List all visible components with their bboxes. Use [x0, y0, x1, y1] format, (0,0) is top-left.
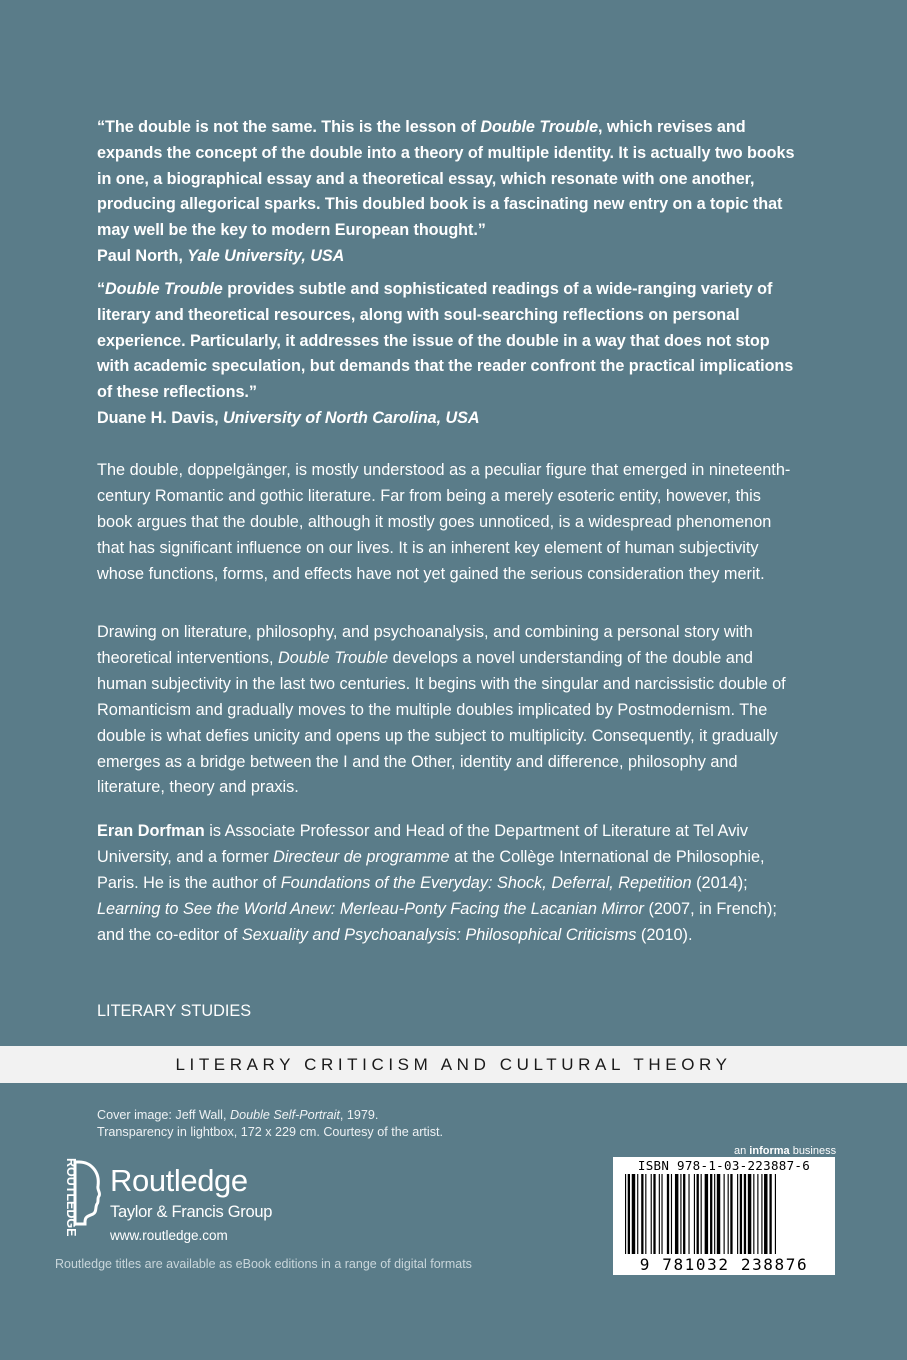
- endorsement-quote-2: [97, 277, 797, 432]
- barcode-bar: [628, 1174, 630, 1254]
- barcode-bar: [651, 1174, 652, 1254]
- barcode-bar: [769, 1174, 771, 1254]
- barcode-bar: [645, 1174, 646, 1254]
- barcode-bar: [714, 1174, 715, 1254]
- barcode-bar: [661, 1174, 662, 1254]
- barcode-bar: [675, 1174, 678, 1254]
- quote-2-text: “Double Trouble provides subtle and sophisticated readings of a wide-ranging variety of literary and theoretical resources, along with soul-searching reflections on personal experience. Particularly, it addresses the issue of the double in a way that does not stop with academic speculation, but demands that the reader confront the practical implications of these reflections.”: [97, 280, 794, 402]
- publisher-name: Routledge: [110, 1163, 248, 1198]
- quote-1-attribution: Paul North, Yale University, USA: [97, 246, 345, 265]
- barcode-bar: [757, 1174, 758, 1254]
- barcode-bar: [737, 1174, 738, 1254]
- barcode-bar: [705, 1174, 708, 1254]
- barcode-bar: [653, 1174, 655, 1254]
- barcode-bars: [617, 1174, 831, 1254]
- ebook-note: Routledge titles are available as eBook editions in a range of digital formats: [55, 1257, 472, 1271]
- barcode-bar: [761, 1174, 762, 1254]
- barcode-bar: [671, 1174, 672, 1254]
- barcode-bar: [775, 1174, 776, 1254]
- barcode-bar: [697, 1174, 699, 1254]
- quote-2-attribution: Duane H. Davis, University of North Carolina, USA: [97, 408, 480, 427]
- barcode-bar: [683, 1174, 685, 1254]
- barcode-bar: [740, 1174, 742, 1254]
- publisher-group: Taylor & Francis Group: [110, 1203, 273, 1221]
- head-profile-icon: [73, 1160, 103, 1226]
- cover-credit: Cover image: Jeff Wall, Double Self-Portrait, 1979. Transparency in lightbox, 172 x 229 cm. Courtesy of the artist.: [97, 1108, 444, 1139]
- quote-1-text: “The double is not the same. This is the lesson of Double Trouble, which revises and expands the concept of the double into a theory of multiple identity. It is actually two books in one, a biographical essay and a theoretical essay, which resonate with one another, producing allegorical sparks. This doubled book is a fascinating new entry on a topic that may well be the key to modern European thought.”: [97, 118, 795, 240]
- barcode-bar: [753, 1174, 754, 1254]
- barcode-bar: [710, 1174, 712, 1254]
- book-description-2: Drawing on literature, philosophy, and psychoanalysis, and combining a personal story with theoretical interventions, Double Trouble develops a novel understanding of the double and human subjectivity in the last two centuries. It begins with the singular and narcissistic double of Romanticism and gradually moves to the multiple doubles implicated by Postmodernism. The double is what defies unicity and opens up the subject to multiplicity. Consequently, it gradually emerges as a bridge between the I and the Other, identity and difference, philosophy and literature, theory and praxis.: [97, 623, 786, 797]
- publisher-url[interactable]: www.routledge.com: [110, 1228, 228, 1243]
- barcode-bar: [744, 1174, 746, 1254]
- barcode-bar: [688, 1174, 689, 1254]
- barcode-bar: [641, 1174, 643, 1254]
- barcode-bar: [659, 1174, 660, 1254]
- barcode-bar: [764, 1174, 767, 1254]
- informa-tagline: an informa business: [734, 1145, 837, 1157]
- barcode-bar: [701, 1174, 702, 1254]
- barcode-bar: [717, 1174, 720, 1254]
- routledge-logo-icon: [52, 1158, 78, 1237]
- subject-category: LITERARY STUDIES: [97, 1002, 252, 1020]
- isbn-barcode: [613, 1157, 835, 1275]
- author-name: Eran Dorfman: [97, 822, 205, 840]
- svg-text:ROUTLEDGE: ROUTLEDGE: [64, 1158, 78, 1237]
- barcode-digits: 9 781032 238876: [639, 1255, 809, 1274]
- barcode-bar: [680, 1174, 681, 1254]
- isbn-label: ISBN 978-1-03-223887-6: [637, 1158, 811, 1173]
- barcode-bar: [728, 1174, 729, 1254]
- barcode-bar: [637, 1174, 638, 1254]
- author-bio: Eran Dorfman is Associate Professor and Head of the Department of Literature at Tel Aviv University, and a former Directeur de programme at the Collège International de Philosophie, Paris. He is the author of Foundations of the Everyday: Shock, Deferral, Repetition (2014); Learning to See the World Anew: Merleau-Ponty Facing the Lacanian Mirror (2007, in French); and the co-editor of Sexuality and Psychoanalysis: Philosophical Criticisms (2010).: [97, 822, 777, 944]
- barcode-bar: [694, 1174, 695, 1254]
- barcode-bar: [667, 1174, 669, 1254]
- barcode-bar: [724, 1174, 725, 1254]
- barcode-bar: [748, 1174, 751, 1254]
- barcode-bar: [632, 1174, 635, 1254]
- endorsement-quote-1: [97, 115, 797, 270]
- book-description-1: The double, doppelgänger, is mostly understood as a peculiar figure that emerged in nineteenth-century Romantic and gothic literature. Far from being a merely esoteric entity, however, this book argues that the double, although it mostly goes unnoticed, is a widespread phenomenon that has significant influence on our lives. It is an inherent key element of human subjectivity whose functions, forms, and effects have not yet gained the serious consideration they merit.: [97, 461, 791, 583]
- barcode-bar: [730, 1174, 732, 1254]
- series-band: LITERARY CRITICISM AND CULTURAL THEORY: [0, 1046, 907, 1083]
- barcode-bar: [625, 1174, 626, 1254]
